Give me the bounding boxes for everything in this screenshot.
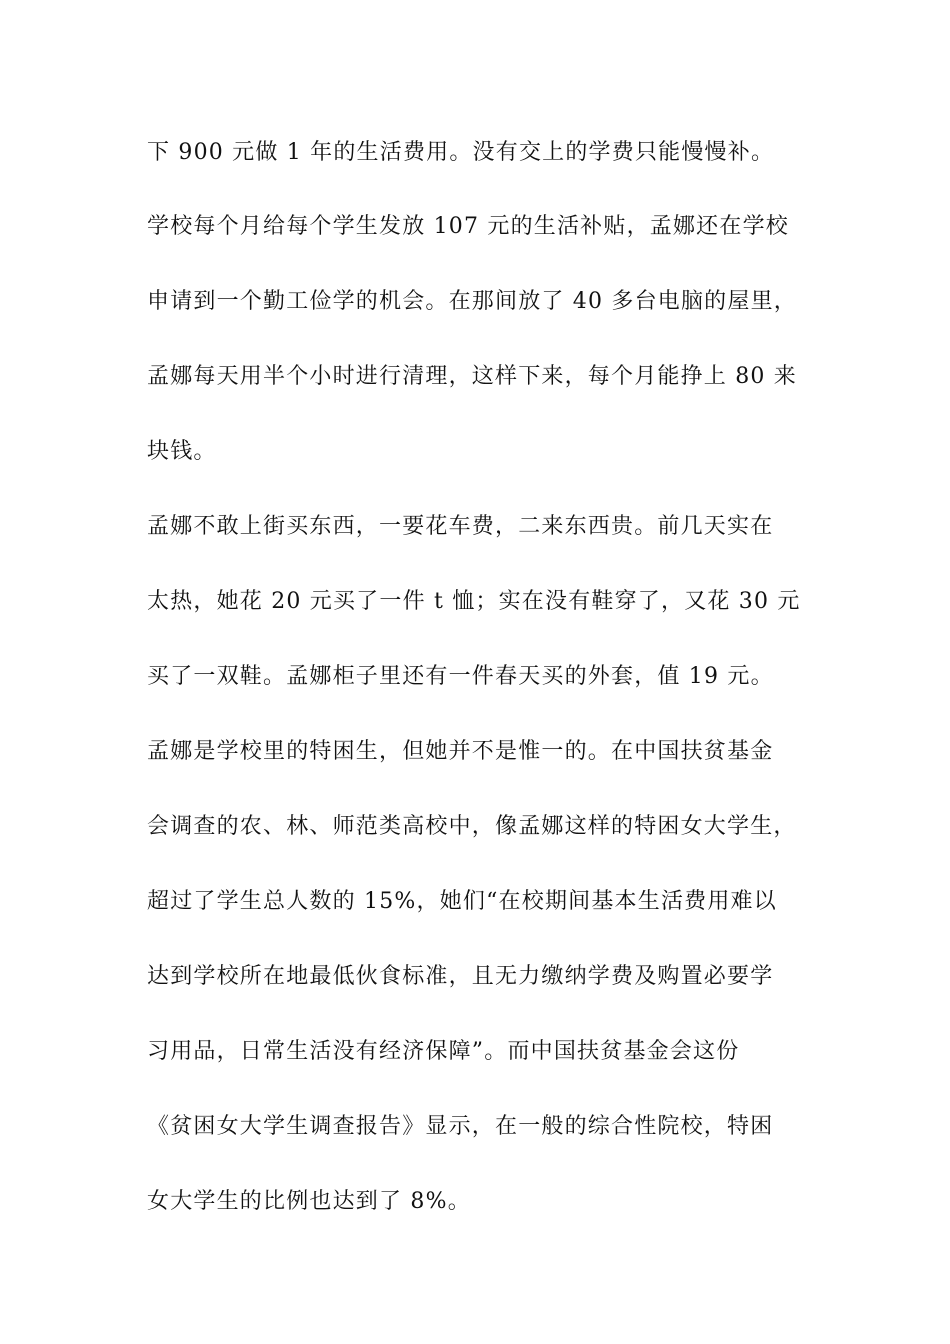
text-line: 超过了学生总人数的 15%，她们“在校期间基本生活费用难以	[147, 889, 777, 914]
text-line: 达到学校所在地最低伙食标准，且无力缴纳学费及购置必要学	[147, 964, 774, 989]
text-line: 习用品，日常生活没有经济保障”。而中国扶贫基金会这份	[147, 1039, 740, 1064]
text-line: 太热，她花 20 元买了一件 t 恤；实在没有鞋穿了，又花 30 元	[147, 589, 801, 614]
text-line: 女大学生的比例也达到了 8%。	[147, 1189, 471, 1214]
text-line: 下 900 元做 1 年的生活费用。没有交上的学费只能慢慢补。	[147, 140, 775, 165]
text-line: 孟娜不敢上街买东西，一要花车费，二来东西贵。前几天实在	[147, 514, 774, 539]
text-line: 申请到一个勤工俭学的机会。在那间放了 40 多台电脑的屋里，	[147, 289, 797, 314]
text-line: 会调查的农、林、师范类高校中，像孟娜这样的特困女大学生，	[147, 814, 797, 839]
text-line: 孟娜每天用半个小时进行清理，这样下来，每个月能挣上 80 来	[147, 364, 797, 389]
text-line: 学校每个月给每个学生发放 107 元的生活补贴，孟娜还在学校	[147, 214, 789, 239]
text-line: 块钱。	[147, 439, 217, 464]
text-line: 买了一双鞋。孟娜柜子里还有一件春天买的外套，值 19 元。	[147, 664, 774, 689]
text-line: 孟娜是学校里的特困生，但她并不是惟一的。在中国扶贫基金	[147, 739, 774, 764]
text-line: 《贫困女大学生调查报告》显示，在一般的综合性院校，特困	[147, 1114, 774, 1139]
